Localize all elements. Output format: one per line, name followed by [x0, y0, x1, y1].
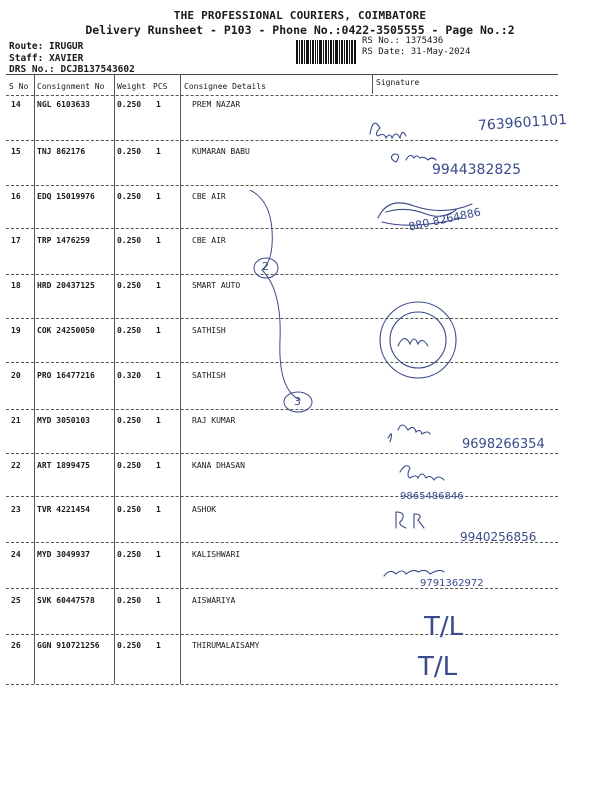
- row-consignment: TVR 4221454: [37, 505, 90, 514]
- signature-scribble: [400, 466, 444, 480]
- row-consignment: EDQ 15019976: [37, 192, 95, 201]
- row-consignee: CBE AIR: [192, 236, 226, 245]
- row-consignment: MYD 3049937: [37, 550, 90, 559]
- row-sno: 26: [11, 641, 21, 650]
- row-weight: 0.250: [117, 596, 142, 605]
- rs-info: [362, 36, 470, 58]
- row-consignee: SATHISH: [192, 326, 226, 335]
- row-pcs: 1: [156, 461, 161, 470]
- signature-phone: 9940256856: [460, 530, 537, 544]
- row-pcs: 1: [156, 596, 161, 605]
- row-weight: 0.250: [117, 192, 142, 201]
- row-consignee: SATHISH: [192, 371, 226, 380]
- row-sno: 25: [11, 596, 21, 605]
- row-pcs: 1: [156, 281, 161, 290]
- row-weight: 0.250: [117, 461, 142, 470]
- row-consignee: AISWARIYA: [192, 596, 236, 605]
- signature-tl: T/L: [418, 652, 458, 682]
- row-sno: 20: [11, 371, 21, 380]
- row-sno: 16: [11, 192, 21, 201]
- signature-phone: 9944382825: [432, 162, 522, 178]
- signature-tl: T/L: [424, 612, 464, 642]
- row-pcs: 1: [156, 192, 161, 201]
- row-pcs: 1: [156, 641, 161, 650]
- row-consignee: PREM NAZAR: [192, 100, 241, 109]
- rs-number: RS No.: 1375436: [362, 36, 444, 46]
- route-label: Route: IRUGUR: [9, 41, 84, 52]
- col-divider-signature: [372, 74, 373, 94]
- row-consignment: GGN 910721256: [37, 641, 100, 650]
- row-consignment: SVK 60447578: [37, 596, 95, 605]
- row-sno: 24: [11, 550, 21, 559]
- signature-phone: 9698266354: [462, 437, 545, 452]
- stamp-circle: [380, 302, 456, 378]
- row-pcs: 1: [156, 371, 161, 380]
- route-info: [9, 41, 135, 76]
- row-pcs: 1: [156, 147, 161, 156]
- col-pcs-header: PCS: [153, 82, 168, 91]
- row-consignee: SMART AUTO: [192, 281, 241, 290]
- company-title: THE PROFESSIONAL COURIERS, COIMBATORE: [173, 9, 427, 22]
- row-consignee: RAJ KUMAR: [192, 416, 236, 425]
- row-consignment: HRD 20437125: [37, 281, 95, 290]
- row-weight: 0.250: [117, 236, 142, 245]
- signature-phone: 880 8264886: [407, 205, 483, 234]
- row-pcs: 1: [156, 416, 161, 425]
- row-weight: 0.320: [117, 371, 142, 380]
- row-consignment: COK 24250050: [37, 326, 95, 335]
- signature-phone: 9791362972: [420, 578, 484, 589]
- row-consignee: KALISHWARI: [192, 550, 241, 559]
- pen-bracket: [250, 190, 300, 400]
- row-weight: 0.250: [117, 505, 142, 514]
- row-consignment: NGL 6103633: [37, 100, 90, 109]
- signature-phone: 7639601101: [477, 111, 568, 135]
- row-weight: 0.250: [117, 550, 142, 559]
- signature-scribble: [370, 123, 406, 138]
- row-consignee: KANA DHASAN: [192, 461, 245, 470]
- signature-area: [362, 100, 562, 680]
- row-sno: 18: [11, 281, 21, 290]
- row-weight: 0.250: [117, 326, 142, 335]
- row-pcs: 1: [156, 236, 161, 245]
- row-weight: 0.250: [117, 147, 142, 156]
- row-pcs: 1: [156, 505, 161, 514]
- row-sno: 17: [11, 236, 21, 245]
- signature-scribble: [396, 512, 424, 528]
- row-consignee: THIRUMALAISAMY: [192, 641, 260, 650]
- col-consignment-header: Consignment No: [37, 82, 105, 91]
- pen-mark-number: 3: [294, 395, 301, 408]
- rs-date: RS Date: 31-May-2024: [362, 47, 471, 57]
- table-bottom-border: [6, 684, 558, 685]
- row-consignment: TNJ 862176: [37, 147, 86, 156]
- signature-scribble: [388, 425, 430, 442]
- runsheet-title: Delivery Runsheet - P103 - Phone No.:0422-3505555 - Page No.:2: [85, 23, 515, 37]
- row-pcs: 1: [156, 326, 161, 335]
- row-consignee: CBE AIR: [192, 192, 226, 201]
- row-weight: 0.250: [117, 641, 142, 650]
- drs-label: DRS No.: DCJB137543602: [9, 64, 135, 75]
- table-top-border: [6, 74, 558, 75]
- signature-phone: 9865486846: [400, 491, 464, 502]
- header-divider: [6, 95, 558, 96]
- signature-scribble: [384, 570, 444, 576]
- row-consignment: TRP 1476259: [37, 236, 90, 245]
- stamp-circle: [390, 312, 446, 368]
- row-consignment: ART 1899475: [37, 461, 90, 470]
- col-signature-header: Signature: [376, 78, 420, 87]
- col-consignee-header: Consignee Details: [184, 82, 266, 91]
- row-sno: 23: [11, 505, 21, 514]
- row-consignment: MYD 3050103: [37, 416, 90, 425]
- row-sno: 19: [11, 326, 21, 335]
- signature-scribble: [391, 154, 436, 162]
- row-weight: 0.250: [117, 100, 142, 109]
- col-weight-header: Weight: [117, 82, 146, 91]
- row-sno: 15: [11, 147, 21, 156]
- signature-scribble: [398, 338, 428, 346]
- row-pcs: 1: [156, 100, 161, 109]
- row-pcs: 1: [156, 550, 161, 559]
- row-consignment: PRO 16477216: [37, 371, 95, 380]
- staff-label: Staff: XAVIER: [9, 52, 84, 64]
- row-sno: 21: [11, 416, 21, 425]
- row-consignee: ASHOK: [192, 505, 217, 514]
- row-sno: 14: [11, 100, 21, 109]
- barcode-icon: [296, 40, 356, 64]
- pen-markings: [240, 190, 330, 420]
- row-weight: 0.250: [117, 281, 142, 290]
- row-sno: 22: [11, 461, 21, 470]
- pen-mark-number: 2: [262, 260, 269, 273]
- row-consignee: KUMARAN BABU: [192, 147, 250, 156]
- row-weight: 0.250: [117, 416, 142, 425]
- col-sno-header: S No: [9, 82, 29, 91]
